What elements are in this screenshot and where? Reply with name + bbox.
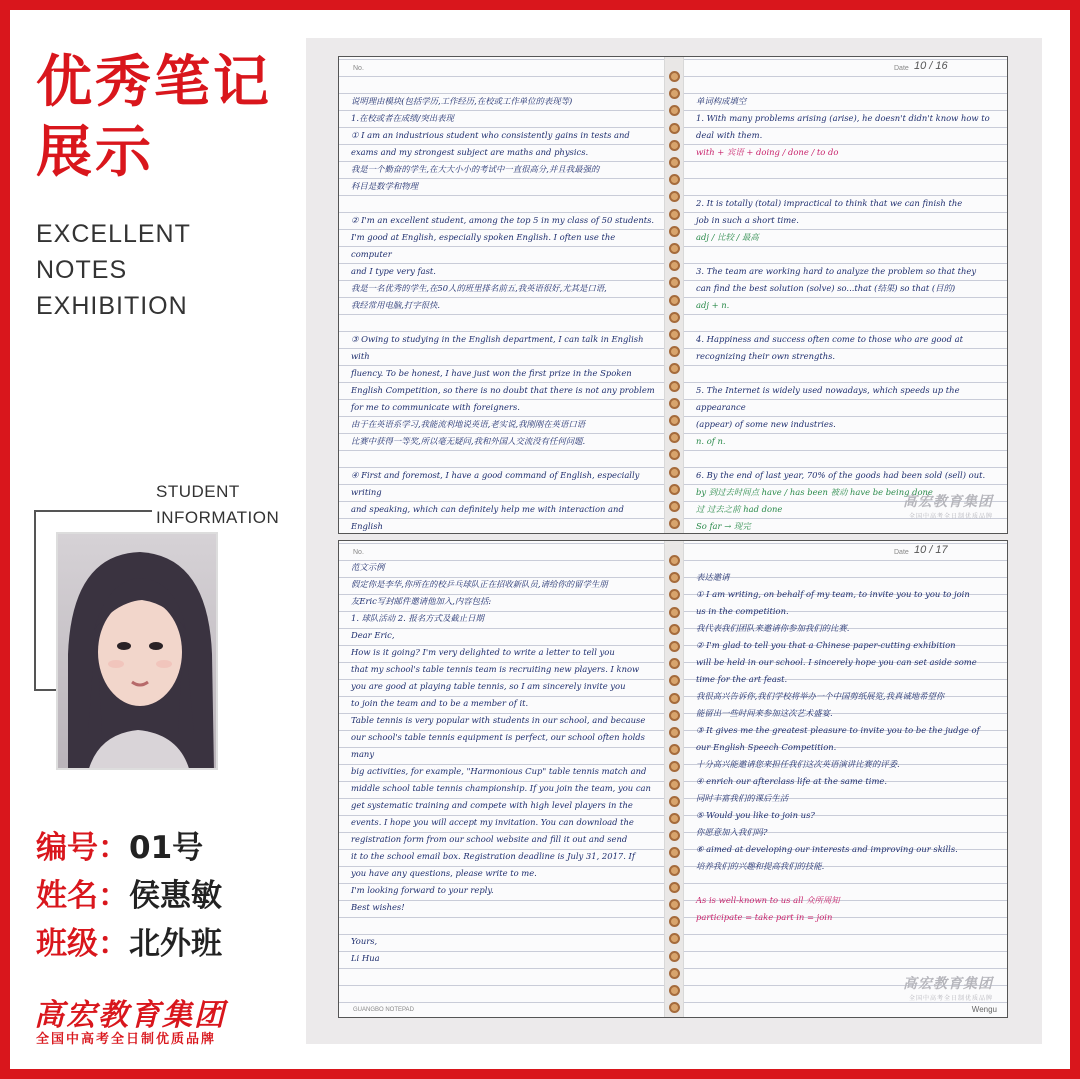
handwritten-notes [351,559,656,967]
spiral-ring [669,518,680,529]
note-line: our school's table tennis equipment is perfect, our school often holds many [351,732,645,759]
note-line: 6. By the end of last year, 70% of the goods had been sold (sell) out. [696,470,986,480]
note-line [696,246,1001,263]
spiral-ring [669,140,680,151]
note-line: Li Hua [351,953,380,963]
spiral-ring [669,432,680,443]
spiral-ring [669,951,680,962]
handwritten-notes [351,93,656,534]
note-line: ⑤ Would you like to join us? [696,810,815,820]
note-line: Yours, [351,936,378,946]
note-line [351,916,656,933]
spiral-ring [669,916,680,927]
note-line: 我很高兴告诉你,我们学校将举办一个中国剪纸展览,我真诚地希望你 [696,691,945,701]
spiral-ring [669,449,680,460]
note-line: So far → 现完 [696,521,751,531]
note-line: 1. With many problems arising (arise), he doesn't didn't know how to [696,113,990,123]
student-class [36,918,222,963]
no-label: No. [353,549,364,556]
brand-tagline: 全国中高考全日制优质品牌 [36,1032,217,1047]
spiral-ring [669,572,680,583]
note-line: 3. The team are working hard to analyze the problem so that they [696,266,977,276]
spiral-ring [669,985,680,996]
note-line: ③ It gives me the greatest pleasure to invite you to be the judge of [696,725,980,735]
note-line: and speaking, which can definitely help me with interaction and English [351,504,624,531]
student-info-label [156,479,279,531]
spiral-ring [669,363,680,374]
date-value: 10 / 16 [914,60,948,72]
note-line: big activities, for example, "Harmonious Cup" table tennis match and [351,766,647,776]
spiral-ring [669,865,680,876]
title-en-line3: EXHIBITION [36,292,188,320]
note-line [351,314,656,331]
name-label: 姓名： [36,878,129,914]
note-line: 4. Happiness and success often come to those who are good at [696,334,963,344]
note-line: (appear) of some new industries. [696,419,836,429]
spiral-ring [669,260,680,271]
note-line: job in such a short time. [696,215,799,225]
spiral-ring [669,658,680,669]
spiral-ring [669,675,680,686]
notebook-brand: GUANGBO NOTEPAD [353,1007,414,1013]
brand-logo: 高宏教育集团 [34,998,226,1033]
spiral-ring [669,381,680,392]
note-line: 友Eric写封邮件邀请他加入,内容包括: [351,596,492,606]
spiral-ring [669,899,680,910]
note-line: ③ Owing to studying in the English department, I can talk in English with [351,334,644,361]
note-line: ① I am writing, on behalf of my team, to invite you to you to join [696,589,970,599]
watermark-logo: 高宏教育集团 [903,975,993,991]
student-number [36,822,203,867]
note-line: I'm looking forward to your reply. [351,885,494,895]
spiral-ring [669,693,680,704]
title-en-line1: EXCELLENT [36,220,191,248]
watermark-tagline: 全国中高考全日制优质品牌 [908,514,993,520]
note-line: ② I'm an excellent student, among the top 5 in my class of 50 students. [351,215,655,225]
note-line: 能留出一些时间来参加这次艺术盛宴. [696,708,833,718]
note-line: will be held in our school. I sincerely hope you can set aside some [696,657,977,667]
note-line: deal with them. [696,130,763,140]
number-label: 编号： [36,830,129,866]
note-line: 我代表我们团队来邀请你参加我们的比赛. [696,623,850,633]
spiral-ring [669,174,680,185]
note-line: 说明理由模块(包括学历,工作经历,在校或工作单位的表现等) [351,96,573,106]
name-value: 侯惠敏 [129,878,222,914]
spiral-ring [669,346,680,357]
note-line: that my school's table tennis team is recruiting new players. I know [351,664,640,674]
spiral-ring [669,710,680,721]
note-line: it to the school email box. Registration deadline is July 31, 2017. If [351,851,635,861]
note-line: 同时丰富我们的课后生活 [696,793,789,803]
spiral-ring [669,744,680,755]
number-value: 01号 [129,830,204,866]
spiral-ring [669,847,680,858]
spiral-ring [669,312,680,323]
spiral-ring [669,607,680,618]
note-line: 你愿意加入我们吗? [696,827,768,837]
note-line: Dear Eric, [351,630,395,640]
student-photo [56,532,218,770]
note-line: you are good at playing table tennis, so I am sincerely invite you [351,681,626,691]
note-line: ④ enrich our afterclass life at the same time. [696,776,888,786]
note-line: registration form from our school website and fill it out and send [351,834,628,844]
spiral-ring [669,641,680,652]
spiral-ring [669,1002,680,1013]
note-line: ⑥ aimed at developing our interests and improving our skills. [696,844,958,854]
note-line: adj + n. [696,300,730,310]
spiral-binding [664,57,684,533]
notebook-page-right [684,541,1008,1017]
class-value: 北外班 [129,926,222,962]
note-line: exams and my strongest subject are maths and physics. [351,147,589,157]
note-line: 我经常用电脑,打字很快. [351,300,441,310]
note-line: 培养我们的兴趣和提高我们的技能. [696,861,825,871]
spiral-ring [669,796,680,807]
student-info-line1: STUDENT [156,482,240,501]
note-line: 表达邀请 [696,572,730,582]
no-label: No. [353,65,364,72]
spiral-ring [669,88,680,99]
note-line: How is it going? I'm very delighted to write a letter to tell you [351,647,615,657]
note-line: English Competition, so there is no doubt that there is not any problem [351,385,655,395]
bracket-divider [34,510,152,512]
spiral-ring [669,589,680,600]
date-label: Date [894,65,909,72]
spiral-ring [669,105,680,116]
spiral-ring [669,226,680,237]
note-line: us in the competition. [696,606,789,616]
note-line: 十分高兴能邀请您来担任我们这次英语演讲比赛的评委. [696,759,900,769]
note-line: middle school table tennis championship. If you join the team, you can [351,783,651,793]
note-line: our English Speech Competition. [696,742,837,752]
note-line: events. I hope you will accept my invitation. You can download the [351,817,634,827]
note-line: 单词构成填空 [696,96,747,106]
bracket-divider-bottom [34,689,58,691]
date-value: 10 / 17 [914,544,948,556]
note-line: 1. 球队活动 2. 报名方式及截止日期 [351,613,484,623]
note-line: Best wishes! [351,902,405,912]
note-line: by 到过去时间点 have / has been 被动 have be being done [696,487,933,497]
note-line: time for the art feast. [696,674,788,684]
student-name [36,870,222,915]
spiral-binding [664,541,684,1017]
spiral-ring [669,243,680,254]
spiral-ring [669,398,680,409]
spiral-ring [669,933,680,944]
note-line: to join the team and to be a member of it. [351,698,529,708]
note-line: 范文示例 [351,562,385,572]
spiral-ring [669,329,680,340]
note-line: 比赛中获得一等奖,所以毫无疑问,我和外国人交流没有任何问题. [351,436,586,446]
note-line [696,365,1001,382]
note-line: fluency. To be honest, I have just won the first prize in the Spoken [351,368,632,378]
note-line: 假定你是李华,你所在的校乒乓球队正在招收新队员,请给你的留学生朋 [351,579,608,589]
spiral-ring [669,727,680,738]
note-line: 我是一名优秀的学生,在50人的班里排名前五,我英语很好,尤其是口语, [351,283,607,293]
spiral-ring [669,968,680,979]
note-line: can find the best solution (solve) so...that (结果) so that (目的) [696,283,956,293]
watermark-tagline: 全国中高考全日制优质品牌 [908,996,993,1002]
note-line: ② I'm glad to tell you that a Chinese paper-cutting exhibition [696,640,956,650]
spiral-ring [669,467,680,478]
note-line: participate = take part in = join [696,912,833,922]
note-line: and I type very fast. [351,266,436,276]
handwritten-notes [696,93,1001,534]
note-line: ① I am an industrious student who consistently gains in tests and [351,130,630,140]
note-line [696,450,1001,467]
note-line [696,161,1001,178]
class-label: 班级： [36,926,129,962]
title-en-line2: NOTES [36,256,128,284]
spiral-ring [669,761,680,772]
notebook-page-left [339,541,664,1017]
note-line: n. of n. [696,436,726,446]
notebook-spread-bottom [338,540,1008,1018]
title-cn-line2: 展示 [36,120,154,185]
spiral-ring [669,624,680,635]
spiral-ring [669,295,680,306]
notebook-brand-right: Wengu [971,1005,997,1014]
note-line [351,195,656,212]
spiral-ring [669,123,680,134]
note-line: 1.在校或者在成绩/突出表现 [351,113,454,123]
page-title-en [36,216,191,324]
notebook-page-left [339,57,664,533]
student-portrait-image [58,534,218,770]
note-line: adj / 比较 / 最高 [696,232,759,242]
watermark-logo: 高宏教育集团 [903,493,993,509]
note-line: with + 宾语 + doing / done / to do [696,147,839,157]
note-line: 2. It is totally (total) impractical to think that we can finish the [696,198,963,208]
note-line: ④ First and foremost, I have a good command of English, especially writing [351,470,640,497]
note-line: 科目是数学和物理 [351,181,418,191]
spiral-ring [669,779,680,790]
note-line: for me to communicate with foreigners. [351,402,520,412]
note-line [351,450,656,467]
note-line: I'm good at English, especially spoken English. I often use the computer [351,232,616,259]
note-line: 5. The Internet is widely used nowadays, which speeds up the appearance [696,385,960,412]
date-label: Date [894,549,909,556]
title-cn-line1: 优秀笔记 [36,50,272,115]
note-line: As is well-known to us all 众所周知 [696,895,840,905]
page-title-cn [36,48,296,188]
spiral-ring [669,830,680,841]
bracket-divider-vertical [34,510,36,691]
student-info-line2: INFORMATION [156,508,280,527]
note-line [696,178,1001,195]
notebook-page-right [684,57,1008,533]
spiral-ring [669,71,680,82]
note-line [696,314,1001,331]
note-line: get systematic training and compete with high level players in the [351,800,633,810]
spiral-ring [669,191,680,202]
spiral-ring [669,501,680,512]
spiral-ring [669,882,680,893]
spiral-ring [669,484,680,495]
spiral-ring [669,415,680,426]
notebook-spread-top [338,56,1008,534]
handwritten-notes [696,569,1001,926]
note-line: you have any questions, please write to me. [351,868,537,878]
spiral-ring [669,555,680,566]
note-line: recognizing their own strengths. [696,351,836,361]
note-line: 由于在英语系学习,我能流利地说英语,老实说,我刚刚在英语口语 [351,419,586,429]
note-line: 过 过去之前 had done [696,504,783,514]
note-line: Table tennis is very popular with students in our school, and because [351,715,646,725]
spiral-ring [669,277,680,288]
note-line [696,875,1001,892]
spiral-ring [669,813,680,824]
spiral-ring [669,157,680,168]
spiral-ring [669,209,680,220]
note-line: 我是一个勤奋的学生,在大大小小的考试中一直很高分,并且我最强的 [351,164,600,174]
